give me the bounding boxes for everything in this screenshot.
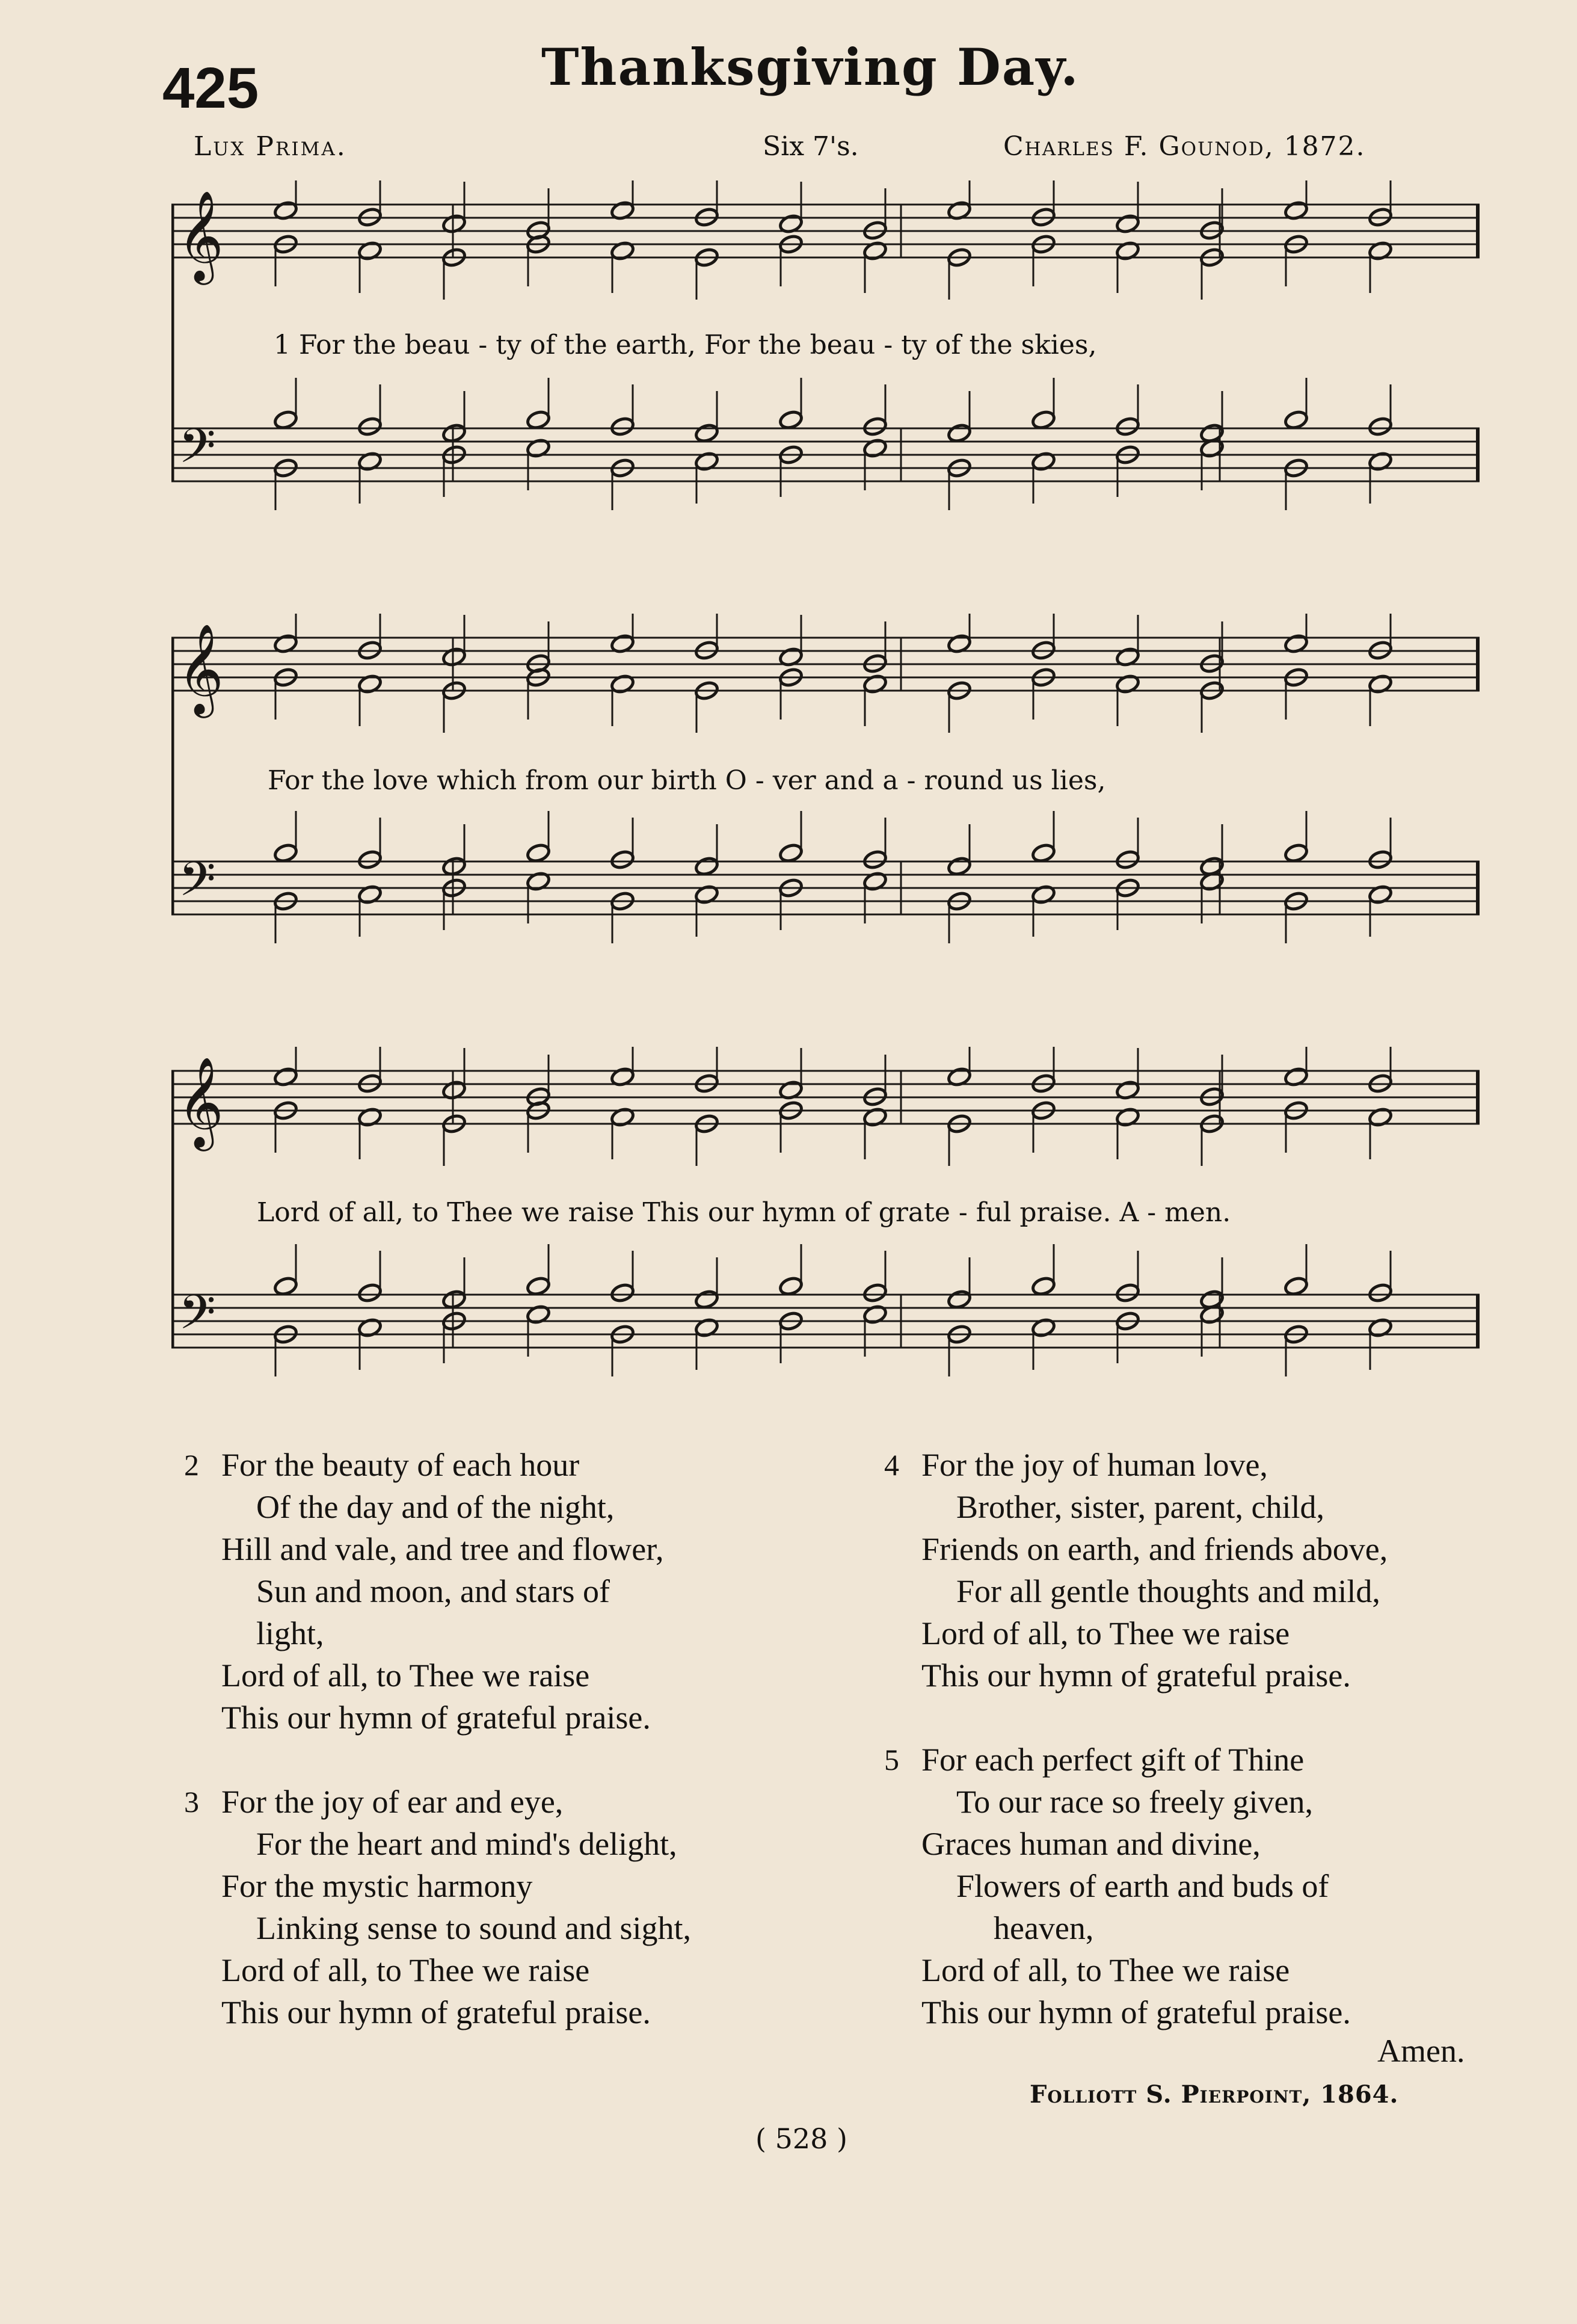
verse-line: heaven, [994, 1910, 1094, 1946]
verse-3 [184, 1781, 691, 2033]
verse-line: Lord of all, to Thee we raise [221, 1952, 590, 1988]
verse-line: Graces human and divine, [921, 1826, 1261, 1862]
verse-line: Hill and vale, and tree and flower, [221, 1531, 664, 1567]
verse-line: For the mystic harmony [221, 1868, 533, 1904]
verse-line: Sun and moon, and stars of [256, 1573, 610, 1609]
verse-line: Linking sense to sound and sight, [256, 1910, 691, 1946]
verse-number: 3 [184, 1785, 199, 1819]
svg-text:𝄞: 𝄞 [177, 623, 224, 714]
verse-line: For all gentle thoughts and mild, [956, 1573, 1380, 1609]
music-system-2 [171, 614, 1480, 957]
author-attribution: Folliott S. Pierpoint, 1864. [1030, 2080, 1399, 2109]
verse-line: This our hymn of grateful praise. [921, 1994, 1351, 2030]
verse-line: Brother, sister, parent, child, [956, 1489, 1325, 1525]
svg-text:𝄢: 𝄢 [179, 418, 216, 485]
page-number: ( 528 ) [755, 2122, 847, 2155]
verse-line: Lord of all, to Thee we raise [921, 1615, 1290, 1651]
verse-line: For the joy of human love, [921, 1447, 1268, 1483]
verse-line: For each perfect gift of Thine [921, 1742, 1305, 1778]
svg-text:𝄞: 𝄞 [177, 190, 224, 281]
verse-line: Friends on earth, and friends above, [921, 1531, 1388, 1567]
verse-line: This our hymn of grateful praise. [221, 1700, 651, 1736]
verse-line: This our hymn of grateful praise. [921, 1657, 1351, 1694]
verse-line: light, [256, 1615, 324, 1651]
verse-line: To our race so freely given, [956, 1784, 1313, 1820]
lyric-line-2: For the love which from our birth O - ver and a - round us lies, [268, 765, 1106, 796]
verse-number: 2 [184, 1448, 199, 1482]
verse-line: For the heart and mind's delight, [256, 1826, 677, 1862]
music-system-1 [171, 180, 1480, 523]
verse-line: For the beauty of each hour [221, 1447, 580, 1483]
verse-number: 5 [884, 1743, 899, 1777]
verse-line: Flowers of earth and buds of [956, 1868, 1329, 1904]
composer: Charles F. Gounod, 1872. [1003, 131, 1366, 162]
verse-2 [184, 1444, 664, 1739]
lyric-line-1: 1 For the beau - ty of the earth, For the beau - ty of the skies, [274, 330, 1097, 360]
verse-5 [884, 1739, 1351, 2033]
verse-line: Of the day and of the night, [256, 1489, 615, 1525]
verse-number: 4 [884, 1448, 899, 1482]
verse-line: Lord of all, to Thee we raise [921, 1952, 1290, 1988]
hymn-title: Thanksgiving Day. [541, 37, 1080, 97]
meter: Six 7's. [763, 131, 859, 162]
verse-line: This our hymn of grateful praise. [221, 1994, 651, 2030]
verse-line: Lord of all, to Thee we raise [221, 1657, 590, 1694]
music-system-3 [171, 1047, 1480, 1408]
svg-text:𝄢: 𝄢 [179, 1284, 216, 1352]
verse-4 [884, 1444, 1388, 1697]
svg-text:𝄢: 𝄢 [179, 851, 216, 919]
lyric-line-3: Lord of all, to Thee we raise This our hymn of grate - ful praise. A - men. [257, 1197, 1231, 1228]
tune-name: Lux Prima. [194, 131, 347, 162]
svg-text:𝄞: 𝄞 [177, 1056, 224, 1147]
verse-line: For the joy of ear and eye, [221, 1784, 564, 1820]
amen-text: Amen. [1377, 2033, 1465, 2069]
hymn-number: 425 [162, 56, 259, 120]
